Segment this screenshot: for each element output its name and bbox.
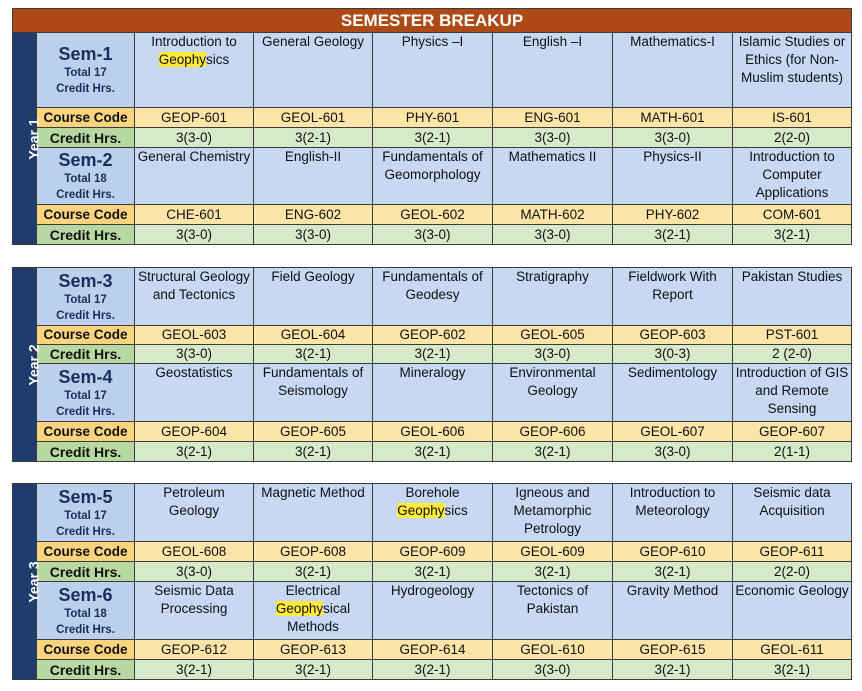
course-title (135, 582, 254, 640)
course-title-text: Mathematics-I (630, 34, 715, 49)
course-code: COM-601 (733, 205, 852, 225)
credit-hours: 3(2-1) (135, 660, 254, 680)
credit-hours-label: Credit Hrs. (37, 442, 135, 462)
course-code: GEOP-615 (613, 640, 733, 660)
course-title-text: Introduction to Meteorology (629, 485, 716, 518)
course-title (613, 148, 733, 205)
credit-hours: 3(2-1) (373, 660, 493, 680)
course-code: GEOL-609 (493, 542, 613, 562)
semester-credit-label: Credit Hrs. (56, 189, 115, 201)
course-code: GEOL-603 (135, 326, 254, 345)
course-title (493, 582, 613, 640)
page-title: SEMESTER BREAKUP (13, 9, 852, 33)
course-title-text: Seismic data Acquisition (753, 485, 831, 518)
credit-hours-label: Credit Hrs. (37, 345, 135, 364)
credit-hours: 3(2-1) (613, 225, 733, 245)
semester-credit-label: Credit Hrs. (56, 525, 115, 538)
course-title (733, 484, 852, 542)
credit-hours-label: Credit Hrs. (37, 225, 135, 245)
credit-hours: 3(3-0) (135, 345, 254, 364)
course-title-text: sical Methods (287, 601, 351, 634)
course-title (733, 148, 852, 205)
semester-name: Sem-6 (58, 584, 113, 605)
credit-hours: 3(3-0) (254, 225, 373, 245)
semester-header (37, 484, 135, 542)
course-title-text: Environmental Geology (509, 365, 596, 398)
course-code-row (13, 542, 852, 562)
course-code-row (13, 640, 852, 660)
course-code-row (13, 205, 852, 225)
course-title (493, 484, 613, 542)
course-title-text: English-II (284, 149, 342, 164)
course-code: GEOL-606 (373, 422, 493, 442)
semester-total: Total 18 (64, 173, 107, 185)
semester-total: Total 17 (64, 509, 107, 522)
semester-header (37, 364, 135, 422)
course-code: GEOL-605 (493, 326, 613, 345)
course-code: GEOL-610 (493, 640, 613, 660)
credit-hours: 3(2-1) (254, 345, 373, 364)
semester-name: Sem-3 (58, 270, 113, 291)
course-code: CHE-601 (135, 205, 254, 225)
semester-credit-label: Credit Hrs. (56, 309, 115, 322)
course-code-label: Course Code (37, 640, 135, 660)
course-title-text: General Geology (261, 34, 365, 49)
course-code: GEOP-611 (733, 542, 852, 562)
year-label-text: Year 2 (25, 343, 42, 386)
course-code-row (13, 326, 852, 345)
course-code: GEOP-610 (613, 542, 733, 562)
credit-hours: 3(2-1) (373, 562, 493, 582)
highlighted-text: Geophy (275, 601, 324, 616)
course-title-text: English –I (522, 34, 583, 49)
year-label (13, 484, 42, 680)
credit-hours: 3(2-1) (254, 128, 373, 148)
year-label-text: Year 1 (25, 117, 42, 160)
course-code-row (13, 108, 852, 128)
course-title (135, 268, 254, 326)
course-code: GEOP-608 (254, 542, 373, 562)
semester-name: Sem-2 (58, 150, 113, 170)
course-code-label: Course Code (37, 205, 135, 225)
course-title (373, 148, 493, 205)
credit-hours: 3(3-0) (135, 225, 254, 245)
course-title-text: Field Geology (271, 269, 355, 284)
course-code: IS-601 (733, 108, 852, 128)
credit-hours: 3(3-0) (135, 562, 254, 582)
course-title-text: Mineralogy (399, 365, 466, 380)
course-title-text: Borehole (405, 485, 460, 500)
credit-hours: 3(2-1) (254, 442, 373, 462)
course-title (254, 582, 373, 640)
semester-name: Sem-1 (58, 44, 113, 64)
credit-row (13, 442, 852, 462)
year-block (12, 8, 852, 245)
course-title (135, 148, 254, 205)
course-code: GEOL-608 (135, 542, 254, 562)
year-label-text: Year 3 (25, 560, 42, 603)
course-title-text: Fieldwork With Report (628, 269, 717, 302)
course-title-text: Sedimentology (627, 365, 718, 380)
course-title-text: Introduction to (151, 34, 237, 49)
course-code: GEOL-607 (613, 422, 733, 442)
course-code: MATH-601 (613, 108, 733, 128)
course-title (373, 268, 493, 326)
title-row (13, 9, 852, 33)
course-title (613, 268, 733, 326)
semester-total: Total 18 (64, 607, 107, 620)
course-title (254, 364, 373, 422)
course-title (613, 33, 733, 108)
course-title-text: Islamic Studies or Ethics (for Non-Muslim students) (738, 34, 846, 85)
course-title (135, 33, 254, 108)
credit-hours: 3(2-1) (493, 442, 613, 462)
course-title (373, 33, 493, 108)
subject-row (13, 33, 852, 108)
semester-header (37, 148, 135, 205)
credit-hours: 3(2-1) (373, 128, 493, 148)
semester-credit-label: Credit Hrs. (56, 83, 115, 95)
semester-name: Sem-5 (58, 486, 113, 507)
course-title (254, 268, 373, 326)
course-code: PHY-601 (373, 108, 493, 128)
course-code: ENG-601 (493, 108, 613, 128)
course-code: GEOP-609 (373, 542, 493, 562)
credit-hours: 3(0-3) (613, 345, 733, 364)
course-code: ENG-602 (254, 205, 373, 225)
semester-total: Total 17 (64, 67, 107, 79)
course-title-text: Physics –I (401, 34, 464, 49)
subject-row (13, 582, 852, 640)
course-code: GEOP-613 (254, 640, 373, 660)
credit-row (13, 562, 852, 582)
course-title (613, 582, 733, 640)
course-title-text: Geostatistics (155, 365, 233, 380)
semester-total: Total 17 (64, 293, 107, 306)
course-title-text: Stratigraphy (516, 269, 589, 284)
credit-hours: 3(2-1) (613, 660, 733, 680)
course-title-text: Hydrogeology (390, 583, 475, 598)
course-title (733, 268, 852, 326)
year-label (13, 268, 42, 462)
semester-header (37, 33, 135, 108)
course-title-text: Magnetic Method (261, 485, 365, 500)
credit-row (13, 128, 852, 148)
course-title (733, 33, 852, 108)
credit-hours-label: Credit Hrs. (37, 562, 135, 582)
course-code: GEOP-605 (254, 422, 373, 442)
course-code-label: Course Code (37, 108, 135, 128)
credit-hours-label: Credit Hrs. (37, 660, 135, 680)
credit-hours: 2(1-1) (733, 442, 852, 462)
course-title (373, 484, 493, 542)
course-title (493, 148, 613, 205)
course-code-label: Course Code (37, 326, 135, 345)
credit-hours: 3(3-0) (613, 128, 733, 148)
course-code: GEOP-603 (613, 326, 733, 345)
course-code: GEOP-601 (135, 108, 254, 128)
subject-row (13, 364, 852, 422)
credit-hours: 3(2-1) (733, 660, 852, 680)
credit-row (13, 660, 852, 680)
course-title-text: Physics-II (643, 149, 702, 164)
course-title-text: Tectonics of Pakistan (516, 583, 589, 616)
year-label (13, 33, 42, 245)
course-code: GEOL-604 (254, 326, 373, 345)
semester-total: Total 17 (64, 389, 107, 402)
credit-hours: 3(2-1) (613, 562, 733, 582)
year-block (12, 267, 852, 462)
course-title-text: Economic Geology (735, 583, 849, 598)
course-code: GEOP-604 (135, 422, 254, 442)
course-code: GEOP-614 (373, 640, 493, 660)
course-title-text: Introduction to Computer Applications (749, 149, 835, 200)
credit-hours: 3(3-0) (613, 442, 733, 462)
credit-hours: 3(2-1) (493, 562, 613, 582)
course-title-text: Mathematics II (508, 149, 597, 164)
course-title (493, 268, 613, 326)
credit-row (13, 225, 852, 245)
course-code: GEOL-611 (733, 640, 852, 660)
course-code: GEOP-607 (733, 422, 852, 442)
course-title-text: Introduction of GIS and Remote Sensing (735, 365, 849, 416)
course-title-text: sics (444, 503, 468, 518)
course-title (135, 364, 254, 422)
semester-name: Sem-4 (58, 366, 113, 387)
course-title-text: General Chemistry (137, 149, 251, 164)
subject-row (13, 268, 852, 326)
course-title-text: Fundamentals of Seismology (262, 365, 364, 398)
course-title (493, 364, 613, 422)
course-title (135, 484, 254, 542)
credit-hours: 2 (2-0) (733, 345, 852, 364)
course-code: GEOL-602 (373, 205, 493, 225)
course-title-text: Fundamentals of Geomorphology (382, 149, 483, 182)
year-block (12, 483, 852, 680)
course-title-text: Gravity Method (626, 583, 719, 598)
course-title (733, 364, 852, 422)
credit-hours-label: Credit Hrs. (37, 128, 135, 148)
credit-hours: 3(3-0) (135, 128, 254, 148)
semester-header (37, 268, 135, 326)
credit-hours: 3(2-1) (254, 562, 373, 582)
course-title (373, 364, 493, 422)
course-title-text: Pakistan Studies (741, 269, 843, 284)
credit-hours: 3(3-0) (493, 660, 613, 680)
course-title (733, 582, 852, 640)
course-title (373, 582, 493, 640)
highlighted-text: Geophy (158, 52, 207, 67)
course-code: GEOP-602 (373, 326, 493, 345)
semester-credit-label: Credit Hrs. (56, 405, 115, 418)
course-code-label: Course Code (37, 422, 135, 442)
credit-hours: 2(2-0) (733, 562, 852, 582)
course-title (493, 33, 613, 108)
course-title-text: Structural Geology and Tectonics (138, 269, 250, 302)
credit-hours: 3(3-0) (493, 128, 613, 148)
course-title (254, 484, 373, 542)
credit-hours: 3(2-1) (254, 660, 373, 680)
credit-hours: 3(3-0) (373, 225, 493, 245)
course-code: MATH-602 (493, 205, 613, 225)
credit-hours: 3(2-1) (373, 345, 493, 364)
credit-hours: 3(3-0) (493, 345, 613, 364)
subject-row (13, 148, 852, 205)
credit-hours: 3(2-1) (135, 442, 254, 462)
course-title-text: Petroleum Geology (163, 485, 225, 518)
credit-row (13, 345, 852, 364)
course-title-text: Seismic Data Processing (154, 583, 234, 616)
subject-row (13, 484, 852, 542)
course-code: GEOP-612 (135, 640, 254, 660)
highlighted-text: Geophy (397, 503, 445, 518)
credit-hours: 2(2-0) (733, 128, 852, 148)
semester-credit-label: Credit Hrs. (56, 623, 115, 636)
course-code-row (13, 422, 852, 442)
course-code-label: Course Code (37, 542, 135, 562)
course-title-text: Electrical (285, 583, 341, 598)
credit-hours: 3(2-1) (373, 442, 493, 462)
course-code: PHY-602 (613, 205, 733, 225)
course-title (613, 364, 733, 422)
credit-hours: 3(3-0) (493, 225, 613, 245)
course-title (254, 148, 373, 205)
semester-header (37, 582, 135, 640)
course-title-text: Fundamentals of Geodesy (382, 269, 483, 302)
course-title (254, 33, 373, 108)
course-title-text: Igneous and Metamorphic Petrology (513, 485, 592, 536)
course-code: PST-601 (733, 326, 852, 345)
course-code: GEOL-601 (254, 108, 373, 128)
course-code: GEOP-606 (493, 422, 613, 442)
credit-hours: 3(2-1) (733, 225, 852, 245)
course-title (613, 484, 733, 542)
course-title-text: sics (206, 52, 230, 67)
